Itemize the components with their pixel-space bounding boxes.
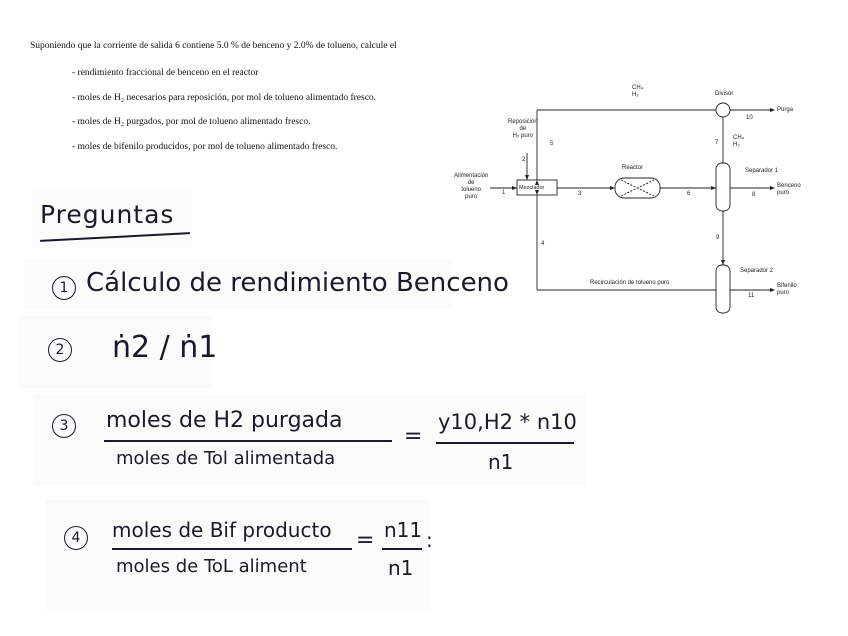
- label-divisor: Divisor: [715, 91, 734, 97]
- question-3-equals: =: [404, 424, 423, 449]
- label-reactor: Reactor: [622, 165, 644, 171]
- bullet-h2-purgados: - moles de H₂ purgados, por mol de tolueno alimentado fresco.: [72, 117, 311, 127]
- question-3-rhs-denominator: n1: [488, 450, 514, 474]
- question-3-fraction-line: [104, 440, 392, 442]
- stream-4: 4: [541, 241, 545, 247]
- question-3-number: 3: [52, 414, 76, 438]
- label-ch4-h2-side: CH₄ H₂: [733, 135, 745, 148]
- question-2-number: 2: [48, 338, 72, 362]
- question-4-number: 4: [64, 526, 88, 550]
- question-4-equals: =: [356, 528, 375, 553]
- bullet-h2-reposicion: - moles de H₂ necesarios para reposición, por mol de tolueno alimentado fresco.: [72, 93, 377, 103]
- questions-title: Preguntas: [40, 200, 175, 229]
- label-reposicion: Reposición de H₂ puro: [508, 119, 538, 139]
- question-4-trail: :: [426, 528, 433, 552]
- question-4-card: [46, 500, 430, 610]
- bullet-bifenilo: - moles de bifenilo producidos, por mol de tolueno alimentado fresco.: [72, 142, 338, 152]
- question-4-rhs-denominator: n1: [388, 556, 414, 580]
- question-4-denominator: moles de ToL aliment: [116, 556, 307, 577]
- stream-5: 5: [550, 141, 554, 147]
- label-separador-1: Separador 1: [745, 168, 779, 174]
- question-3-numerator: moles de H2 purgada: [106, 408, 343, 433]
- stream-3: 3: [578, 191, 582, 197]
- label-bifenilo-puro: Bifenilo puro: [777, 283, 797, 296]
- label-benceno-puro: Benceno puro: [777, 183, 801, 196]
- stream-10: 10: [746, 115, 753, 121]
- question-4-fraction-line: [112, 548, 352, 550]
- label-recirculacion: Recirculación de tolueno puro: [590, 280, 670, 286]
- stream-8: 8: [752, 192, 756, 198]
- label-mezclador: Mezclador: [519, 185, 545, 191]
- bullet-rendimiento: - rendimiento fraccional de benceno en el reactor: [72, 68, 259, 78]
- question-3-denominator: moles de Tol alimentada: [116, 448, 336, 469]
- label-separador-2: Separador 2: [740, 268, 774, 274]
- question-3-rhs-fraction-line: [436, 442, 574, 444]
- question-3-rhs-numerator: y10,H2 * n10: [438, 410, 577, 434]
- question-4-numerator: moles de Bif producto: [112, 518, 332, 542]
- stream-6: 6: [687, 191, 691, 197]
- stream-1: 1: [502, 190, 506, 196]
- stream-11: 11: [748, 293, 755, 299]
- label-ch4-h2-top: CH₄ H₂: [632, 85, 644, 98]
- problem-intro: Suponiendo que la corriente de salida 6 contiene 5.0 % de benceno y 2.0% de tolueno, calcule el: [30, 41, 397, 51]
- label-purga: Purga: [777, 107, 794, 113]
- question-4-rhs-numerator: n11: [384, 518, 423, 542]
- stream-7: 7: [715, 140, 719, 146]
- question-1-text: Cálculo de rendimiento Benceno: [86, 268, 509, 298]
- stream-2: 2: [522, 157, 526, 163]
- question-2-ratio: ṅ2 / ṅ1: [112, 330, 218, 365]
- label-alimentacion: Alimentación de tolueno puro: [454, 173, 489, 200]
- question-1-number: 1: [52, 276, 76, 300]
- stream-9: 9: [716, 235, 720, 241]
- question-4-rhs-fraction-line: [382, 548, 422, 550]
